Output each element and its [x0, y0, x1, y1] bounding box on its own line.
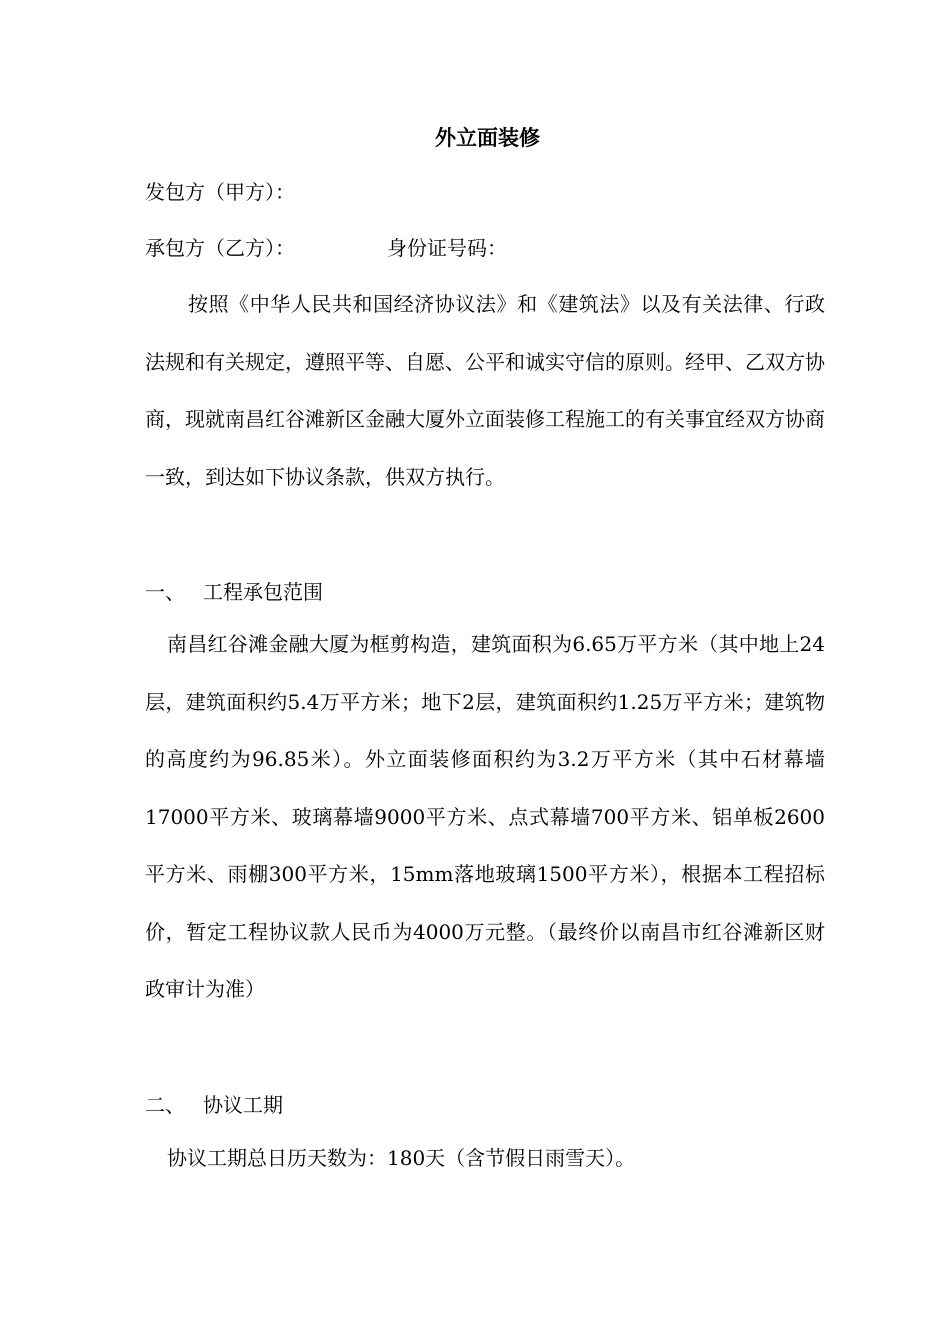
section-1-number: 一、 [145, 580, 185, 604]
section-1-body: 南昌红谷滩金融大厦为框剪构造，建筑面积为6.65万平方米（其中地上24层，建筑面积约5.4万平方米；地下2层，建筑面积约1.25万平方米；建筑物的高度约为96.85米）。外立面装修面积约为3.2万平方米（其中石材幕墙17000平方米、玻璃幕墙9000平方米、点式幕墙700平方米、铝单板2600平方米、雨棚300平方米，15mm落地玻璃1500平方米），根据本工程招标价，暂定工程协议款人民币为4000万元整。（最终价以南昌市红谷滩新区财政审计为准） [145, 632, 825, 1001]
preamble-paragraph: 按照《中华人民共和国经济协议法》和《建筑法》以及有关法律、行政法规和有关规定，遵照平等、自愿、公平和诚实守信的原则。经甲、乙双方协商，现就南昌红谷滩新区金融大厦外立面装修工程施工的有关事宜经双方协商一致，到达如下协议条款，供双方执行。 [145, 292, 825, 489]
party-b-label: 承包方（乙方）： [145, 236, 295, 260]
party-a-label: 发包方（甲方）： [145, 180, 295, 204]
section-1-heading [145, 578, 323, 606]
party-a-line [145, 178, 295, 206]
section-2-heading [145, 1091, 283, 1119]
id-number-label: 身份证号码： [387, 236, 507, 260]
section-1-title: 工程承包范围 [203, 580, 323, 604]
section-2-body: 协议工期总日历天数为：180天（含节假日雨雪天）。 [167, 1146, 636, 1170]
party-b-line [145, 234, 507, 262]
section-2-title: 协议工期 [203, 1093, 283, 1117]
document-title: 外立面装修 [435, 126, 540, 150]
section-2-number: 二、 [145, 1093, 185, 1117]
